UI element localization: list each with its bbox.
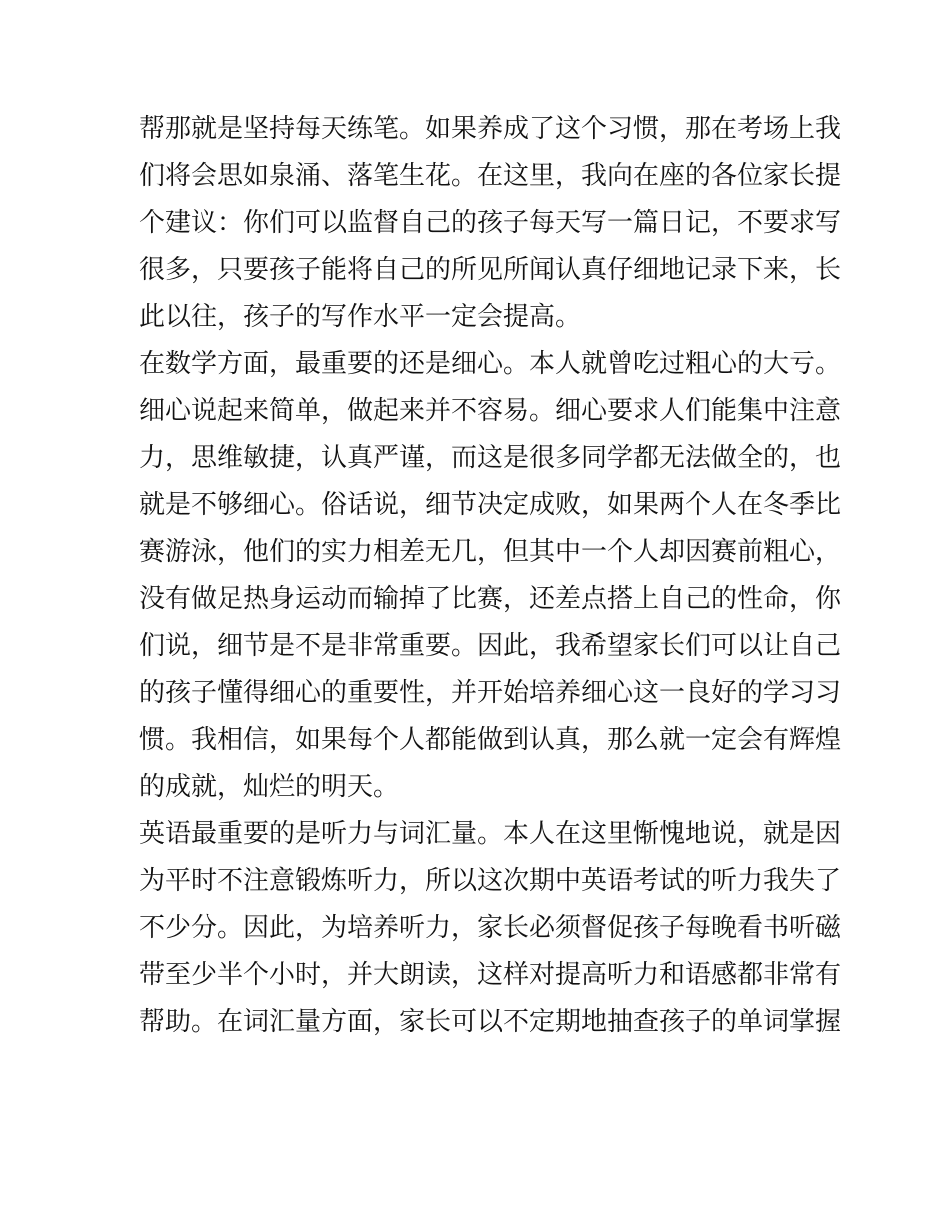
text-line: 没有做足热身运动而输掉了比赛，还差点搭上自己的性命，你 bbox=[139, 584, 842, 614]
body-text bbox=[139, 106, 842, 1046]
text-line: 的成就，灿烂的明天。 bbox=[139, 772, 400, 802]
text-line: 帮助。在词汇量方面，家长可以不定期地抽查孩子的单词掌握 bbox=[139, 1007, 842, 1037]
text-line: 带至少半个小时，并大朗读，这样对提高听力和语感都非常有 bbox=[139, 960, 842, 990]
text-line: 就是不够细心。俗话说，细节决定成败，如果两个人在冬季比 bbox=[139, 490, 842, 520]
text-line: 帮那就是坚持每天练笔。如果养成了这个习惯，那在考场上我 bbox=[139, 114, 842, 144]
text-line: 很多，只要孩子能将自己的所见所闻认真仔细地记录下来，长 bbox=[139, 255, 842, 285]
text-line: 为平时不注意锻炼听力，所以这次期中英语考试的听力我失了 bbox=[139, 866, 842, 896]
text-line: 细心说起来简单，做起来并不容易。细心要求人们能集中注意 bbox=[139, 396, 842, 426]
text-line: 的孩子懂得细心的重要性，并开始培养细心这一良好的学习习 bbox=[139, 678, 842, 708]
text-line: 力，思维敏捷，认真严谨，而这是很多同学都无法做全的，也 bbox=[139, 443, 842, 473]
text-line: 个建议：你们可以监督自己的孩子每天写一篇日记，不要求写 bbox=[139, 208, 842, 238]
text-line: 英语最重要的是听力与词汇量。本人在这里惭愧地说，就是因 bbox=[139, 819, 842, 849]
text-line: 不少分。因此，为培养听力，家长必须督促孩子每晚看书听磁 bbox=[139, 913, 842, 943]
text-line: 惯。我相信，如果每个人都能做到认真，那么就一定会有辉煌 bbox=[139, 725, 842, 755]
text-line: 在数学方面，最重要的还是细心。本人就曾吃过粗心的大亏。 bbox=[139, 349, 842, 379]
text-line: 们说，细节是不是非常重要。因此，我希望家长们可以让自己 bbox=[139, 631, 842, 661]
text-line: 此以往，孩子的写作水平一定会提高。 bbox=[139, 302, 582, 332]
text-line: 赛游泳，他们的实力相差无几，但其中一个人却因赛前粗心， bbox=[139, 537, 842, 567]
text-line: 们将会思如泉涌、落笔生花。在这里，我向在座的各位家长提 bbox=[139, 161, 842, 191]
